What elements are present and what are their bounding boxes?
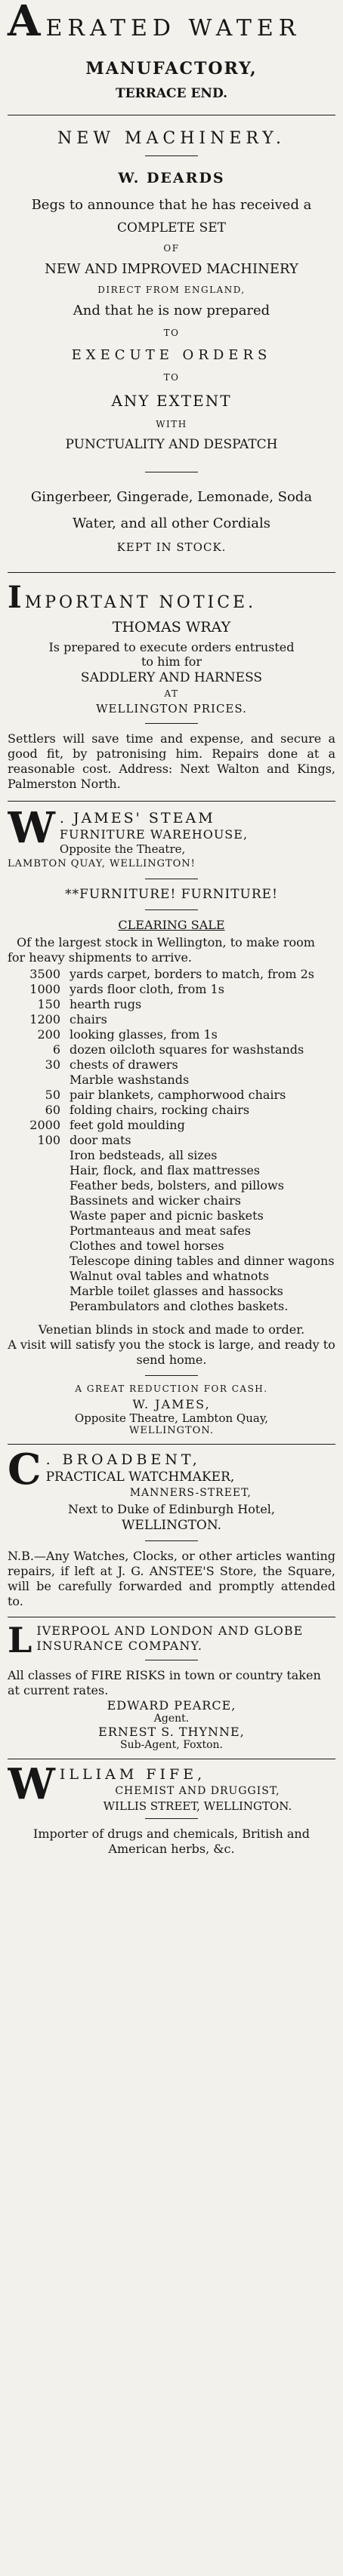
- aerated-line5: DIRECT FROM ENGLAND,: [97, 285, 246, 295]
- item-description: chairs: [70, 1012, 107, 1026]
- aerated-line7: TO: [163, 328, 180, 338]
- notice-prices: WELLINGTON PRICES.: [96, 702, 247, 716]
- aerated-dropcap: A: [8, 0, 46, 46]
- list-item: [8, 982, 335, 996]
- aerated-products1: Gingerbeer, Gingerade, Lemonade, Soda: [30, 489, 313, 505]
- item-quantity: 2000: [29, 1118, 60, 1132]
- item-description: door mats: [70, 1133, 131, 1147]
- aerated-line11: WITH: [156, 419, 187, 429]
- item-description: Marble toilet glasses and hassocks: [70, 1284, 283, 1298]
- fife-trade: CHEMIST AND DRUGGIST,: [115, 1785, 280, 1797]
- aerated-line3: OF: [163, 243, 180, 254]
- notice-ad: [0, 580, 343, 792]
- james-sale: CLEARING SALE: [118, 918, 225, 932]
- item-description: Hair, flock, and flax mattresses: [70, 1163, 261, 1177]
- broadbent-trade: PRACTICAL WATCHMAKER,: [45, 1470, 235, 1485]
- item-description: Telescope dining tables and dinner wagons: [70, 1254, 335, 1268]
- notice-trade: SADDLERY AND HARNESS: [80, 670, 263, 685]
- fife-header: [8, 1765, 335, 1814]
- aerated-place: TERRACE END.: [115, 86, 227, 101]
- divider: [8, 572, 335, 573]
- divider: [145, 1540, 198, 1541]
- aerated-title: [8, 0, 335, 46]
- aerated-line6: And that he is now prepared: [73, 303, 270, 319]
- list-item: [8, 1073, 335, 1087]
- james-header: [8, 809, 335, 871]
- item-quantity: 150: [37, 997, 60, 1011]
- list-item: [8, 1133, 335, 1147]
- item-description: looking glasses, from 1s: [70, 1027, 218, 1042]
- notice-dropcap: I: [8, 580, 25, 615]
- list-item: [8, 1299, 335, 1313]
- james-ad: [0, 809, 343, 1436]
- list-item: [8, 1163, 335, 1177]
- james-subtitle: FURNITURE WAREHOUSE,: [59, 827, 249, 842]
- item-description: Clothes and towel horses: [70, 1239, 224, 1253]
- fife-street: WILLIS STREET, WELLINGTON.: [103, 1799, 292, 1813]
- item-quantity: 60: [45, 1103, 60, 1117]
- james-sign: W. JAMES,: [132, 1397, 211, 1411]
- james-reduction: A GREAT REDUCTION FOR CASH.: [75, 1383, 268, 1394]
- item-description: Perambulators and clothes baskets.: [70, 1299, 289, 1313]
- item-description: Portmanteaus and meat safes: [70, 1223, 252, 1238]
- insurance-text: All classes of FIRE RISKS in town or country taken at current rates.: [8, 1668, 321, 1697]
- notice-text1: Is prepared to execute orders entrusted: [48, 640, 295, 654]
- fife-title: ILLIAM FIFE,: [59, 1766, 206, 1783]
- list-item: [8, 1254, 335, 1268]
- broadbent-ad: [0, 1451, 343, 1609]
- insurance-header: [8, 1623, 335, 1655]
- insurance-sub-name: ERNEST S. THYNNE,: [98, 1725, 245, 1739]
- list-item: [8, 1027, 335, 1042]
- notice-title: [8, 580, 335, 616]
- insurance-agent-name: EDWARD PEARCE,: [107, 1698, 236, 1713]
- insurance-title: IVERPOOL AND LONDON AND GLOBE INSURANCE COMPANY.: [36, 1623, 304, 1653]
- broadbent-title: . BROADBENT,: [45, 1451, 201, 1468]
- item-description: pair blankets, camphorwood chairs: [70, 1088, 286, 1102]
- item-description: chests of drawers: [70, 1057, 178, 1072]
- aerated-line9: TO: [163, 372, 180, 383]
- list-item: [8, 1088, 335, 1102]
- aerated-line8: EXECUTE ORDERS: [71, 347, 272, 363]
- item-quantity: 1000: [29, 982, 60, 996]
- notice-title-text: MPORTANT NOTICE.: [24, 593, 257, 612]
- item-quantity: 1200: [29, 1012, 60, 1026]
- list-item: [8, 1284, 335, 1298]
- item-description: Waste paper and picnic baskets: [70, 1208, 264, 1223]
- broadbent-city: WELLINGTON.: [121, 1518, 222, 1533]
- notice-name: THOMAS WRAY: [112, 619, 231, 636]
- list-item: [8, 1193, 335, 1208]
- broadbent-header: [8, 1451, 335, 1500]
- item-quantity: 30: [45, 1057, 60, 1072]
- divider: [145, 723, 198, 724]
- list-item: [8, 1118, 335, 1132]
- item-quantity: 100: [37, 1133, 60, 1147]
- aerated-heading: NEW MACHINERY.: [57, 129, 286, 148]
- fife-dropcap: W: [8, 1765, 55, 1809]
- divider: [145, 1818, 198, 1819]
- list-item: [8, 1208, 335, 1223]
- list-item: [8, 1148, 335, 1162]
- item-description: hearth rugs: [70, 997, 142, 1011]
- james-quay: LAMBTON QUAY, WELLINGTON!: [8, 858, 196, 869]
- item-description: Feather beds, bolsters, and pillows: [70, 1178, 284, 1193]
- list-item: [8, 967, 335, 981]
- item-quantity: 200: [37, 1027, 60, 1042]
- james-sign-addr: Opposite Theatre, Lambton Quay,: [74, 1411, 269, 1425]
- divider: [145, 155, 198, 156]
- item-description: feet gold moulding: [70, 1118, 185, 1132]
- aerated-subtitle: MANUFACTORY,: [85, 59, 258, 78]
- aerated-water-ad: [0, 0, 343, 554]
- divider: [145, 1375, 198, 1376]
- list-item: [8, 1178, 335, 1193]
- item-description: dozen oilcloth squares for washstands: [70, 1042, 304, 1057]
- insurance-dropcap: L: [8, 1623, 32, 1655]
- broadbent-street: MANNERS-STREET,: [129, 1487, 252, 1499]
- insurance-sub-role: Sub-Agent, Foxton.: [120, 1739, 223, 1751]
- divider: [145, 909, 198, 910]
- aerated-products2: Water, and all other Cordials: [72, 516, 271, 531]
- aerated-line1: Begs to announce that he has received a: [31, 197, 312, 213]
- item-description: Walnut oval tables and whatnots: [70, 1269, 270, 1283]
- james-intro: Of the largest stock in Wellington, to make room for heavy shipments to arrive.: [8, 935, 315, 965]
- divider: [8, 801, 335, 802]
- james-items: [8, 967, 335, 1313]
- fife-text: Importer of drugs and chemicals, British and American herbs, &c.: [33, 1827, 310, 1856]
- james-blinds: Venetian blinds in stock and made to order.: [38, 1322, 305, 1337]
- list-item: [8, 1057, 335, 1072]
- fife-ad: [0, 1765, 343, 1857]
- list-item: [8, 997, 335, 1011]
- notice-body: Settlers will save time and expense, and secure a good fit, by patronising him. Repairs done at a reasonable cost. Address: Next Walton and Kings, Palmerston North.: [8, 731, 335, 791]
- james-banner: **FURNITURE! FURNITURE!: [65, 887, 278, 902]
- aerated-kept: KEPT IN STOCK.: [116, 540, 227, 554]
- aerated-title-text: ERATED WATER: [45, 15, 301, 42]
- aerated-line12: PUNCTUALITY AND DESPATCH: [65, 437, 278, 452]
- divider: [8, 1444, 335, 1445]
- broadbent-next: Next to Duke of Edinburgh Hotel,: [67, 1502, 276, 1516]
- james-title: . JAMES' STEAM: [59, 810, 215, 826]
- notice-text2: to him for: [141, 654, 202, 669]
- insurance-ad: [0, 1623, 343, 1751]
- james-sign-city: WELLINGTON.: [128, 1425, 215, 1436]
- broadbent-dropcap: C: [8, 1451, 42, 1494]
- item-description: Marble washstands: [70, 1073, 190, 1087]
- aerated-line4: NEW AND IMPROVED MACHINERY: [45, 261, 298, 277]
- list-item: [8, 1012, 335, 1026]
- list-item: [8, 1042, 335, 1057]
- aerated-line10: ANY EXTENT: [111, 392, 232, 410]
- item-description: folding chairs, rocking chairs: [70, 1103, 250, 1117]
- item-quantity: 3500: [29, 967, 60, 981]
- james-visit: A visit will satisfy you the stock is large, and ready to send home.: [8, 1337, 335, 1367]
- james-opp: Opposite the Theatre,: [59, 842, 186, 856]
- broadbent-nb: N.B.—Any Watches, Clocks, or other articles wanting repairs, if left at J. G. ANSTEE'S Store, the Square, will be carefully forwarded and promptly attended to.: [8, 1549, 335, 1608]
- list-item: [8, 1269, 335, 1283]
- item-description: Iron bedsteads, all sizes: [70, 1148, 218, 1162]
- insurance-agent-role: Agent.: [153, 1713, 190, 1725]
- list-item: [8, 1223, 335, 1238]
- james-dropcap: W: [8, 809, 55, 853]
- notice-at: AT: [164, 688, 179, 699]
- item-quantity: 50: [45, 1088, 60, 1102]
- item-quantity: 6: [52, 1042, 60, 1057]
- aerated-owner: W. DEARDS: [118, 170, 225, 186]
- list-item: [8, 1103, 335, 1117]
- item-description: yards floor cloth, from 1s: [70, 982, 224, 996]
- list-item: [8, 1239, 335, 1253]
- item-description: Bassinets and wicker chairs: [70, 1193, 241, 1208]
- item-description: yards carpet, borders to match, from 2s: [70, 967, 314, 981]
- aerated-line2: COMPLETE SET: [116, 220, 227, 235]
